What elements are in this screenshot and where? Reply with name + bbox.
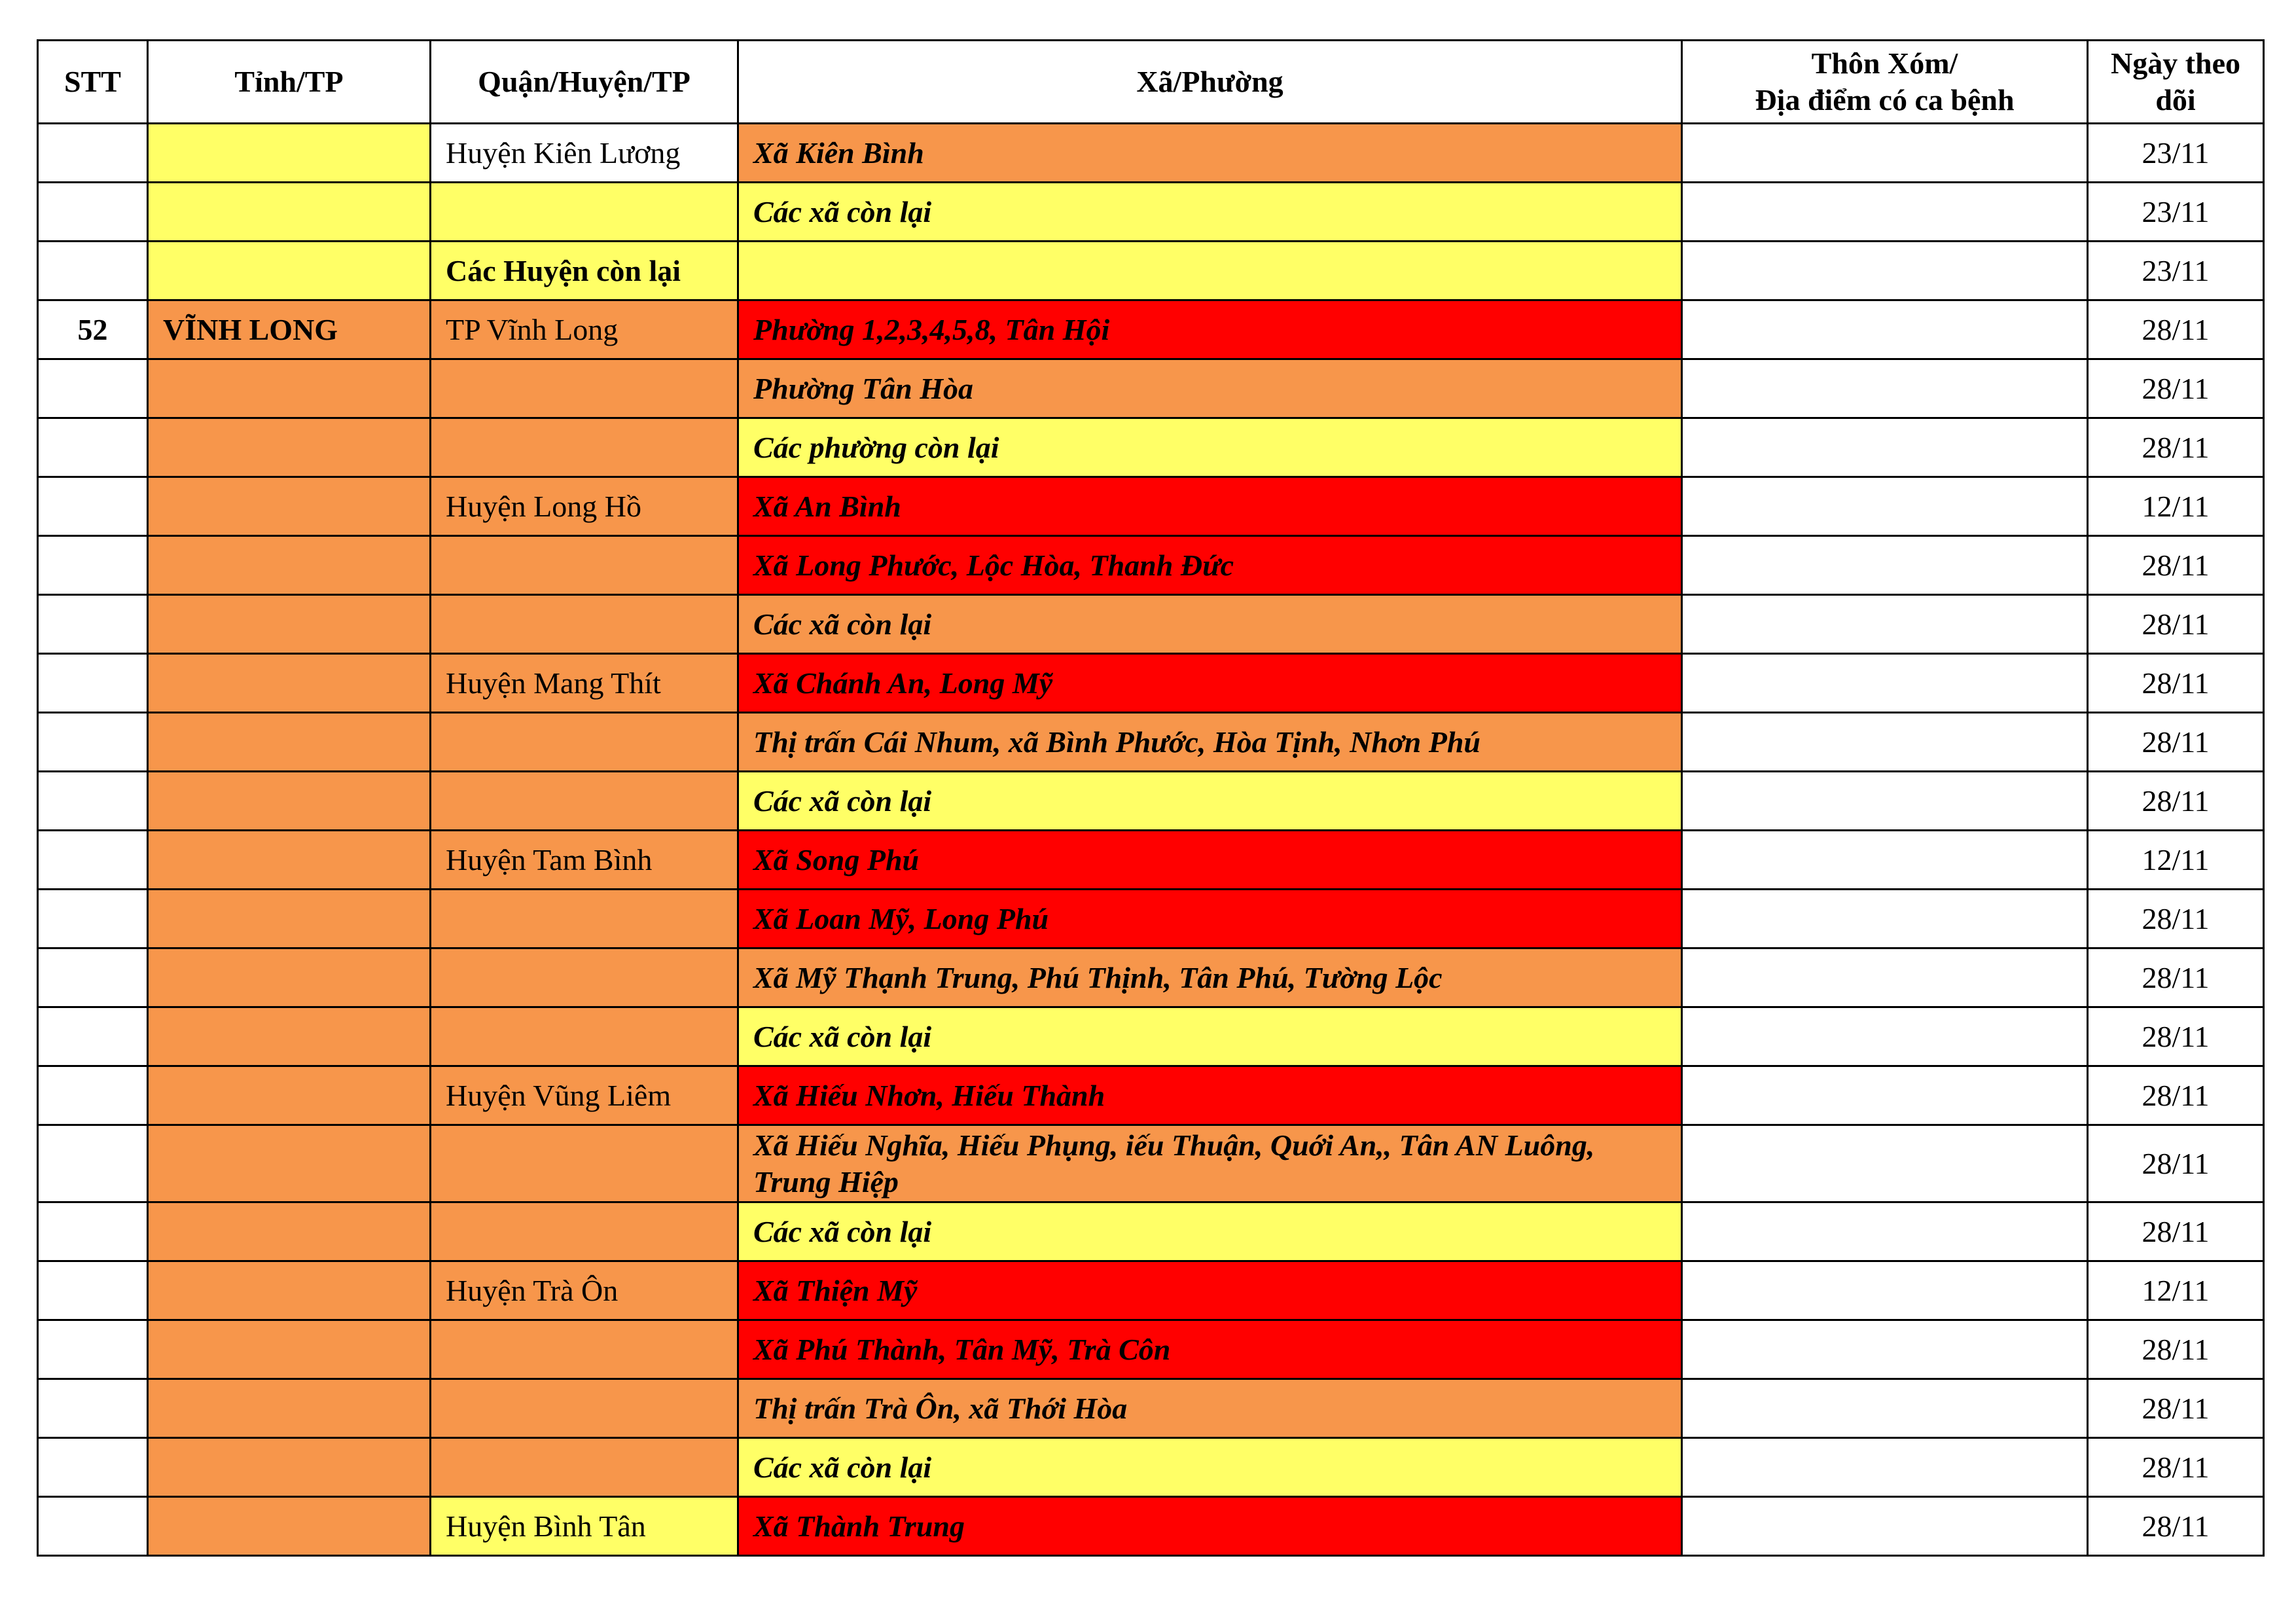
district-cell [431,183,738,242]
ward-cell: Xã Phú Thành, Tân Mỹ, Trà Côn [738,1320,1682,1379]
table-row [38,948,2264,1007]
ward-cell: Xã Hiếu Nghĩa, Hiếu Phụng, iếu Thuận, Quới An,, Tân AN Luông, Trung Hiệp [738,1125,1682,1202]
hamlet-cell [1682,1438,2088,1497]
stt-cell [38,595,148,654]
hamlet-cell [1682,1066,2088,1125]
ward-cell: Xã Thành Trung [738,1497,1682,1556]
table-row [38,890,2264,948]
province-cell [148,1261,431,1320]
table-row [38,1066,2264,1125]
ward-cell: Xã Thiện Mỹ [738,1261,1682,1320]
hamlet-cell [1682,1320,2088,1379]
table-row [38,242,2264,300]
table-row [38,654,2264,713]
ward-cell: Xã An Bình [738,477,1682,536]
header-date: Ngày theo dõi [2088,41,2264,124]
date-cell: 28/11 [2088,1125,2264,1202]
date-cell: 28/11 [2088,1202,2264,1261]
table-row [38,1125,2264,1202]
date-cell: 28/11 [2088,359,2264,418]
district-cell [431,1125,738,1202]
table-row [38,359,2264,418]
date-cell: 28/11 [2088,772,2264,831]
district-cell: Huyện Kiên Lương [431,124,738,183]
province-cell [148,654,431,713]
hamlet-cell [1682,1007,2088,1066]
date-cell: 28/11 [2088,1438,2264,1497]
ward-cell: Xã Loan Mỹ, Long Phú [738,890,1682,948]
district-cell [431,713,738,772]
province-cell [148,359,431,418]
province-cell [148,1497,431,1556]
table-row [38,831,2264,890]
date-cell: 28/11 [2088,890,2264,948]
table-row [38,1379,2264,1438]
ward-cell: Các xã còn lại [738,1438,1682,1497]
ward-cell: Các xã còn lại [738,1007,1682,1066]
hamlet-cell [1682,477,2088,536]
province-cell [148,477,431,536]
district-cell: Huyện Bình Tân [431,1497,738,1556]
ward-cell: Xã Mỹ Thạnh Trung, Phú Thịnh, Tân Phú, Tường Lộc [738,948,1682,1007]
stt-cell [38,890,148,948]
header-ward: Xã/Phường [738,41,1682,124]
district-cell [431,1202,738,1261]
hamlet-cell [1682,242,2088,300]
district-cell [431,1438,738,1497]
ward-cell: Các xã còn lại [738,595,1682,654]
stt-cell [38,948,148,1007]
province-cell [148,1379,431,1438]
stt-cell [38,242,148,300]
ward-cell: Thị trấn Trà Ôn, xã Thới Hòa [738,1379,1682,1438]
stt-cell [38,1066,148,1125]
header-hamlet: Thôn Xóm/ Địa điểm có ca bệnh [1682,41,2088,124]
province-cell [148,242,431,300]
province-cell [148,890,431,948]
district-cell: Huyện Tam Bình [431,831,738,890]
district-cell [431,1007,738,1066]
date-cell: 23/11 [2088,183,2264,242]
date-cell: 23/11 [2088,242,2264,300]
table-row [38,1261,2264,1320]
stt-cell [38,359,148,418]
ward-cell: Xã Long Phước, Lộc Hòa, Thanh Đức [738,536,1682,595]
date-cell: 12/11 [2088,1261,2264,1320]
stt-cell [38,536,148,595]
table-row [38,1007,2264,1066]
district-cell [431,359,738,418]
table-row [38,595,2264,654]
district-cell [431,595,738,654]
table-row [38,536,2264,595]
stt-cell [38,1497,148,1556]
stt-cell [38,1125,148,1202]
province-cell [148,1066,431,1125]
stt-cell [38,654,148,713]
table-row [38,1202,2264,1261]
date-cell: 28/11 [2088,418,2264,477]
stt-cell [38,1202,148,1261]
date-cell: 28/11 [2088,948,2264,1007]
district-cell: TP Vĩnh Long [431,300,738,359]
ward-cell: Xã Kiên Bình [738,124,1682,183]
stt-cell [38,1379,148,1438]
district-cell [431,1320,738,1379]
province-cell [148,595,431,654]
date-cell: 28/11 [2088,536,2264,595]
stt-cell [38,124,148,183]
ward-cell: Các xã còn lại [738,772,1682,831]
stt-cell [38,713,148,772]
table-row [38,713,2264,772]
date-cell: 28/11 [2088,1320,2264,1379]
ward-cell: Thị trấn Cái Nhum, xã Bình Phước, Hòa Tịnh, Nhơn Phú [738,713,1682,772]
stt-cell [38,183,148,242]
province-cell [148,124,431,183]
date-cell: 28/11 [2088,654,2264,713]
date-cell: 28/11 [2088,1497,2264,1556]
district-cell [431,772,738,831]
province-cell [148,183,431,242]
date-cell: 12/11 [2088,477,2264,536]
table-row [38,1320,2264,1379]
hamlet-cell [1682,595,2088,654]
district-cell: Huyện Trà Ôn [431,1261,738,1320]
date-cell: 23/11 [2088,124,2264,183]
stt-cell [38,418,148,477]
hamlet-cell [1682,1202,2088,1261]
table-row [38,300,2264,359]
date-cell: 28/11 [2088,300,2264,359]
province-cell [148,772,431,831]
stt-cell [38,1320,148,1379]
hamlet-cell [1682,772,2088,831]
province-cell [148,1202,431,1261]
table-row [38,124,2264,183]
date-cell: 28/11 [2088,713,2264,772]
date-cell: 28/11 [2088,1007,2264,1066]
header-row [38,41,2264,124]
hamlet-cell [1682,890,2088,948]
ward-cell: Các xã còn lại [738,183,1682,242]
header-stt: STT [38,41,148,124]
province-cell [148,1320,431,1379]
ward-cell: Các xã còn lại [738,1202,1682,1261]
district-cell: Huyện Long Hồ [431,477,738,536]
district-cell: Các Huyện còn lại [431,242,738,300]
table-row [38,418,2264,477]
ward-cell: Xã Song Phú [738,831,1682,890]
province-cell [148,713,431,772]
province-cell [148,1125,431,1202]
date-cell: 12/11 [2088,831,2264,890]
ward-cell: Phường 1,2,3,4,5,8, Tân Hội [738,300,1682,359]
ward-cell: Các phường còn lại [738,418,1682,477]
ward-cell: Xã Hiếu Nhơn, Hiếu Thành [738,1066,1682,1125]
hamlet-cell [1682,124,2088,183]
hamlet-cell [1682,418,2088,477]
ward-cell: Phường Tân Hòa [738,359,1682,418]
hamlet-cell [1682,300,2088,359]
hamlet-cell [1682,1379,2088,1438]
province-cell [148,1438,431,1497]
hamlet-cell [1682,1125,2088,1202]
table-row [38,477,2264,536]
ward-cell [738,242,1682,300]
hamlet-cell [1682,831,2088,890]
hamlet-cell [1682,183,2088,242]
covid-risk-table [37,39,2265,1557]
hamlet-cell [1682,359,2088,418]
hamlet-cell [1682,536,2088,595]
header-district: Quận/Huyện/TP [431,41,738,124]
stt-cell [38,1007,148,1066]
date-cell: 28/11 [2088,1379,2264,1438]
table-row [38,183,2264,242]
hamlet-cell [1682,654,2088,713]
date-cell: 28/11 [2088,595,2264,654]
province-cell [148,536,431,595]
hamlet-cell [1682,948,2088,1007]
table-row [38,1497,2264,1556]
stt-cell [38,477,148,536]
table-row [38,1438,2264,1497]
district-cell [431,890,738,948]
district-cell: Huyện Mang Thít [431,654,738,713]
district-cell [431,418,738,477]
hamlet-cell [1682,713,2088,772]
district-cell [431,536,738,595]
stt-cell [38,772,148,831]
ward-cell: Xã Chánh An, Long Mỹ [738,654,1682,713]
hamlet-cell [1682,1261,2088,1320]
district-cell [431,1379,738,1438]
stt-cell [38,1261,148,1320]
stt-cell [38,1438,148,1497]
stt-cell [38,831,148,890]
table-row [38,772,2264,831]
hamlet-cell [1682,1497,2088,1556]
date-cell: 28/11 [2088,1066,2264,1125]
header-province: Tỉnh/TP [148,41,431,124]
district-cell [431,948,738,1007]
province-cell [148,831,431,890]
province-cell [148,948,431,1007]
stt-cell: 52 [38,300,148,359]
district-cell: Huyện Vũng Liêm [431,1066,738,1125]
province-cell [148,1007,431,1066]
table-body [38,124,2264,1556]
province-cell [148,418,431,477]
province-cell: VĨNH LONG [148,300,431,359]
